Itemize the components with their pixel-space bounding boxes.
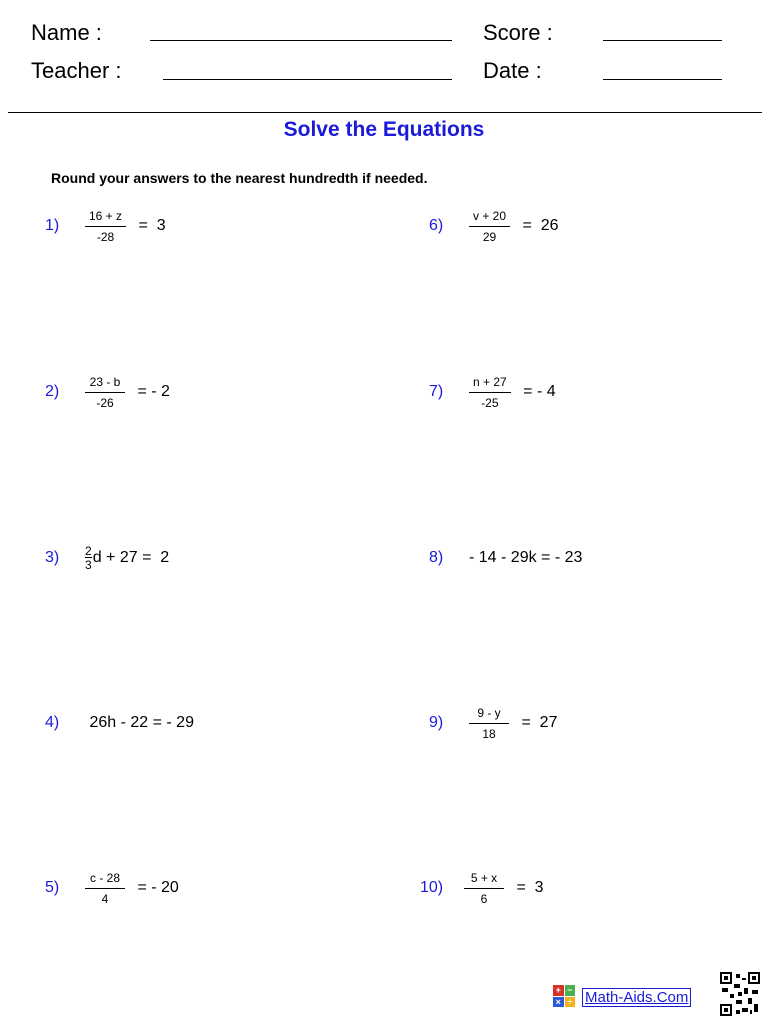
coefficient-fraction	[85, 545, 92, 571]
equation-text: d + 27 = 2	[92, 549, 170, 566]
numerator: 9 - y	[477, 705, 501, 720]
teacher-label: Teacher :	[31, 58, 122, 83]
problem-number: 1)	[45, 217, 60, 234]
problem-6	[429, 201, 559, 251]
problem-number: 8)	[429, 549, 444, 566]
problem-9	[429, 698, 557, 748]
fraction	[85, 871, 125, 906]
date-blank[interactable]	[603, 79, 722, 80]
equation-text: = - 20	[133, 879, 179, 896]
numerator: 2	[85, 544, 92, 558]
name-label: Name :	[31, 20, 102, 45]
problem-7	[429, 367, 556, 417]
fraction	[469, 706, 509, 741]
equation-text: = - 4	[518, 383, 556, 400]
denominator: 18	[469, 723, 509, 741]
problem-number: 6)	[429, 217, 444, 234]
date-label: Date :	[483, 58, 542, 83]
problem-8	[429, 533, 582, 583]
logo-divide: ÷	[565, 997, 576, 1008]
problem-number: 3)	[45, 549, 60, 566]
logo-times: ×	[553, 997, 564, 1008]
equation-text: 26h - 22 = - 29	[85, 714, 194, 731]
denominator: 29	[469, 226, 510, 244]
fraction	[464, 871, 504, 906]
equation-text: = - 2	[133, 383, 170, 400]
problem-1	[45, 201, 166, 251]
problem-2	[45, 367, 170, 417]
instructions: Round your answers to the nearest hundredth if needed.	[51, 170, 428, 186]
problem-number: 2)	[45, 383, 60, 400]
logo-minus: −	[565, 985, 576, 996]
denominator: 6	[464, 888, 504, 906]
numerator: c - 28	[89, 870, 120, 885]
teacher-blank[interactable]	[163, 79, 452, 80]
problem-3	[45, 533, 169, 583]
problem-5	[45, 863, 179, 913]
fraction	[85, 209, 126, 244]
logo-plus: +	[553, 985, 564, 996]
page-title: Solve the Equations	[283, 118, 485, 141]
problem-number: 5)	[45, 879, 60, 896]
denominator: 3	[85, 558, 92, 572]
denominator: -28	[85, 226, 126, 244]
numerator: 5 + x	[470, 870, 498, 885]
numerator: n + 27	[473, 374, 507, 389]
problem-4	[45, 698, 194, 748]
equation-text: = 3	[512, 879, 544, 896]
problem-number: 7)	[429, 383, 444, 400]
numerator: 23 - b	[89, 374, 121, 389]
problem-number: 9)	[429, 714, 444, 731]
score-label: Score :	[483, 20, 553, 45]
denominator: -26	[85, 392, 125, 410]
score-blank[interactable]	[603, 40, 722, 41]
equation-text: = 3	[134, 217, 166, 234]
fraction	[85, 375, 125, 410]
equation-text: - 14 - 29k = - 23	[469, 549, 583, 566]
fraction	[469, 209, 510, 244]
qr-code-icon	[720, 972, 760, 1016]
header-divider	[8, 112, 762, 113]
name-blank[interactable]	[150, 40, 452, 41]
denominator: 4	[85, 888, 125, 906]
problem-10	[420, 863, 544, 913]
equation-text: = 26	[518, 217, 559, 234]
numerator: v + 20	[473, 208, 507, 223]
problem-number: 10)	[420, 879, 444, 896]
numerator: 16 + z	[89, 208, 123, 223]
problem-number: 4)	[45, 714, 60, 731]
math-aids-logo	[553, 985, 575, 1007]
site-link[interactable]: Math-Aids.Com	[582, 988, 691, 1007]
equation-text: = 27	[517, 714, 558, 731]
fraction	[469, 375, 511, 410]
denominator: -25	[469, 392, 511, 410]
